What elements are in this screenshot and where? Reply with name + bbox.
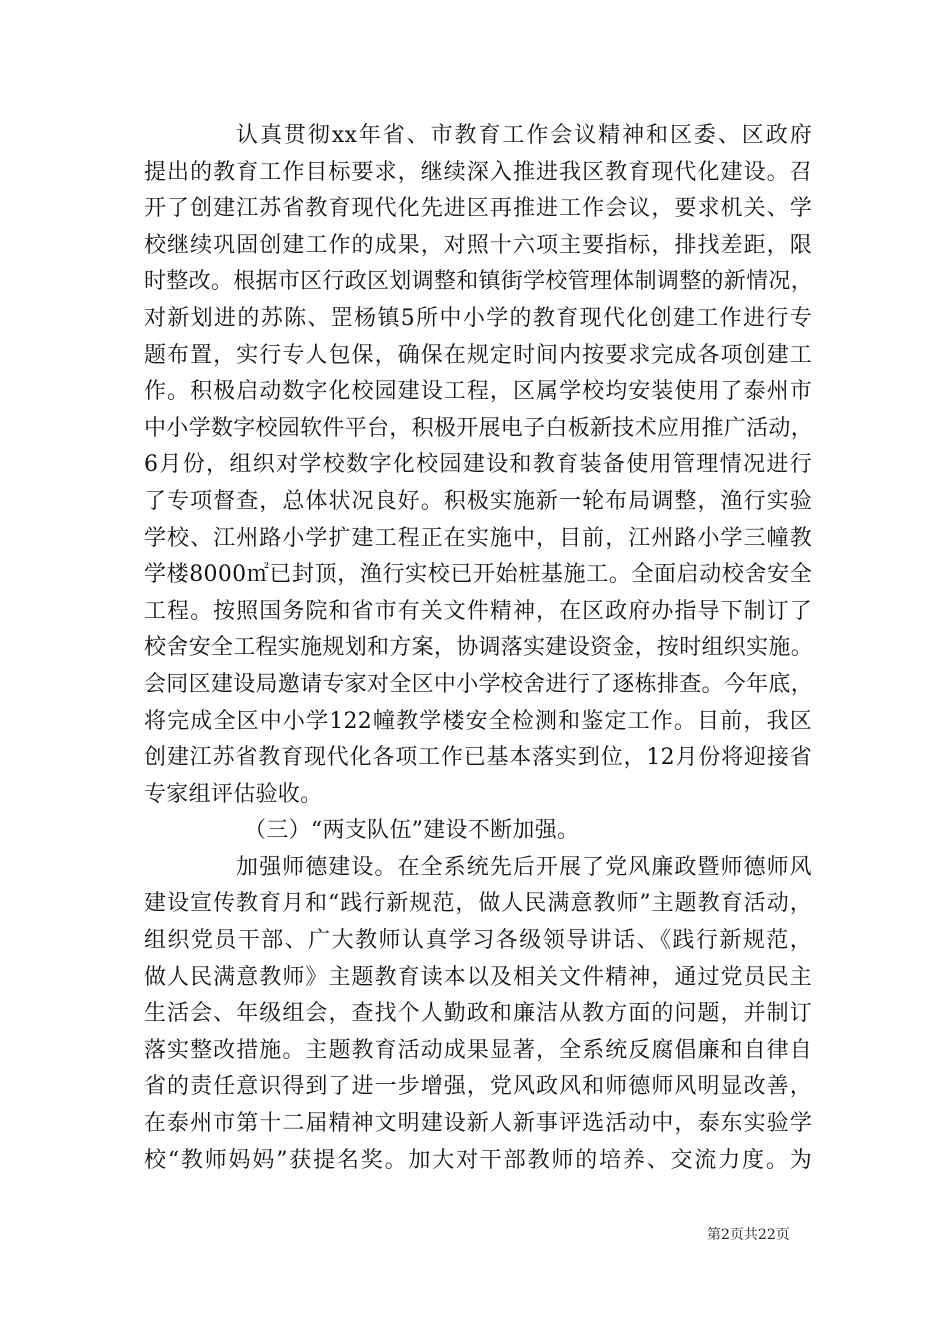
paragraph-first-line: 认真贯彻xx年省、市教育工作会议精神和区委、区政府 [236, 123, 812, 148]
text-line: 校继续巩固创建工作的成果，对照十六项主要指标，排找差距，限 [144, 232, 812, 258]
text-line: 题布置，实行专人包保，确保在规定时间内按要求完成各项创建工 [144, 342, 812, 368]
paragraph-first-line: 加强师德建设。在全系统先后开展了党风廉政暨师德师风 [236, 854, 812, 880]
text-line: 对新划进的苏陈、罡杨镇5所中小学的教育现代化创建工作进行专 [144, 305, 812, 331]
text-line: 在泰州市第十二届精神文明建设新人新事评选活动中，泰东实验学 [144, 1111, 812, 1137]
text-line: 学校、江州路小学扩建工程正在实施中，目前，江州路小学三幢教 [144, 525, 812, 551]
text-line: 提出的教育工作目标要求，继续深入推进我区教育现代化建设。召 [144, 159, 812, 185]
text-line: 建设宣传教育月和“践行新规范，做人民满意教师”主题教育活动， [144, 891, 812, 917]
text-line: 将完成全区中小学122幢教学楼安全检测和鉴定工作。目前，我区 [144, 708, 812, 734]
paragraph-last-line: 专家组评估验收。 [144, 781, 323, 807]
page-number: 第2页共22页 [707, 1227, 790, 1243]
text-line: 生活会、年级组会，查找个人勤政和廉洁从教方面的问题，并制订 [144, 1001, 812, 1027]
text-line: 校“教师妈妈”获提名奖。加大对干部教师的培养、交流力度。为 [144, 1147, 812, 1173]
text-line: 时整改。根据市区行政区划调整和镇街学校管理体制调整的新情况， [144, 269, 814, 295]
text-line: 中小学数字校园软件平台，积极开展电子白板新技术应用推广活动， [144, 415, 814, 441]
text-line: 创建江苏省教育现代化各项工作已基本落实到位，12月份将迎接省 [144, 745, 812, 771]
text-line: 校舍安全工程实施规划和方案，协调落实建设资金，按时组织实施。 [144, 635, 814, 661]
text-line: 开了创建江苏省教育现代化先进区再推进工作会议，要求机关、学 [144, 196, 812, 222]
section-heading: （三）“两支队伍”建设不断加强。 [244, 818, 580, 844]
text-line: 组织党员干部、广大教师认真学习各级领导讲话、《践行新规范， [144, 928, 812, 954]
text-line: 工程。按照国务院和省市有关文件精神，在区政府办指导下制订了 [144, 598, 812, 624]
text-line: 会同区建设局邀请专家对全区中小学校舍进行了逐栋排查。今年底， [144, 671, 814, 697]
text-line: 做人民满意教师》主题教育读本以及相关文件精神，通过党员民主 [144, 964, 812, 990]
text-line: 作。积极启动数字化校园建设工程，区属学校均安装使用了泰州市 [144, 379, 812, 405]
text-line: 了专项督查，总体状况良好。积极实施新一轮布局调整，渔行实验 [144, 488, 812, 514]
text-line: 落实整改措施。主题教育活动成果显著，全系统反腐倡廉和自律自 [144, 1037, 812, 1063]
text-line: 省的责任意识得到了进一步增强，党风政风和师德师风明显改善， [144, 1074, 812, 1100]
text-line: 学楼8000㎡已封顶，渔行实校已开始桩基施工。全面启动校舍安全 [144, 562, 812, 588]
text-line: 6月份，组织对学校数字化校园建设和教育装备使用管理情况进行 [144, 452, 812, 478]
body-text [144, 118, 812, 1179]
